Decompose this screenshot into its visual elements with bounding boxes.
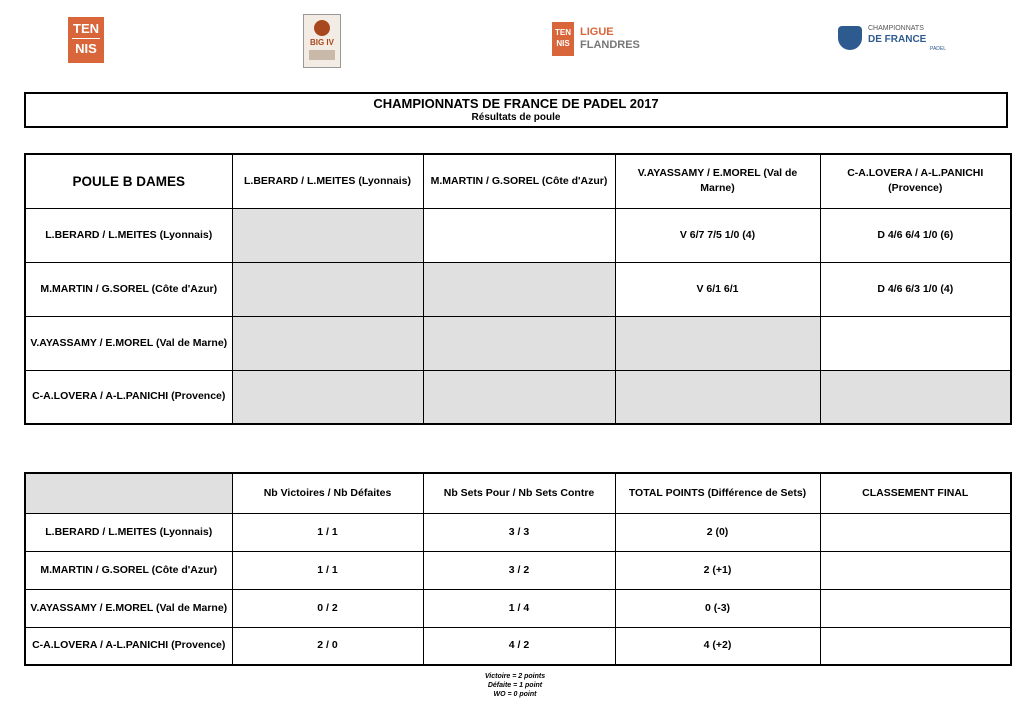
championnats-padel-logo [838,24,948,54]
poule-cell-result: V 6/7 7/5 1/0 (4) [615,208,820,262]
summary-rank [820,513,1011,551]
poule-row-team: V.AYASSAMY / E.MOREL (Val de Marne) [25,316,232,370]
ligue-tennis-tag [552,22,574,56]
poule-cell-blocked [423,370,615,424]
summary-team: M.MARTIN / G.SOREL (Côte d'Azur) [25,551,232,589]
summary-sets: 1 / 4 [423,589,615,627]
points-legend [0,672,1030,699]
summary-victories-defeats: 1 / 1 [232,551,423,589]
summary-rank [820,551,1011,589]
poule-cell-blocked [615,370,820,424]
poule-column-header: V.AYASSAMY / E.MOREL (Val de Marne) [615,154,820,208]
summary-rank [820,627,1011,665]
poule-cell-blocked [820,370,1011,424]
poule-row [25,370,1011,424]
legend-line: Victoire = 2 points [484,673,546,680]
summary-victories-defeats: 0 / 2 [232,589,423,627]
summary-points: 0 (-3) [615,589,820,627]
poule-cell-blocked [232,316,423,370]
poule-row-team: M.MARTIN / G.SOREL (Côte d'Azur) [25,262,232,316]
poule-cell [820,316,1011,370]
fft-logo-line1: TEN [73,21,99,36]
big-iv-logo [303,14,341,68]
summary-column-header: TOTAL POINTS (Différence de Sets) [615,473,820,513]
summary-corner-cell [25,473,232,513]
poule-cell-blocked [615,316,820,370]
poule-row [25,316,1011,370]
cdf-line3: PADEL [930,46,947,52]
summary-sets: 3 / 3 [423,513,615,551]
summary-points: 4 (+2) [615,627,820,665]
poule-cell-blocked [232,370,423,424]
cdf-line1: CHAMPIONNATS [868,25,924,32]
poule-cell-blocked [423,262,615,316]
summary-points: 2 (+1) [615,551,820,589]
poule-row-team: L.BERARD / L.MEITES (Lyonnais) [25,208,232,262]
summary-row [25,627,1011,665]
summary-sets: 4 / 2 [423,627,615,665]
summary-row [25,589,1011,627]
summary-rank [820,589,1011,627]
legend-line: WO = 0 point [493,691,537,698]
summary-row [25,551,1011,589]
title-box [24,92,1008,128]
poule-cell-blocked [232,208,423,262]
poule-row-team: C-A.LOVERA / A-L.PANICHI (Provence) [25,370,232,424]
summary-points: 2 (0) [615,513,820,551]
poule-cell [423,208,615,262]
page-title: CHAMPIONNATS DE FRANCE DE PADEL 2017 [373,96,659,111]
ligue-tag-line1: TEN [555,28,571,37]
poule-cell-blocked [232,262,423,316]
poule-label: POULE B DAMES [25,154,232,208]
summary-column-header: Nb Victoires / Nb Défaites [232,473,423,513]
poule-column-header: M.MARTIN / G.SOREL (Côte d'Azur) [423,154,615,208]
summary-row [25,513,1011,551]
poule-row [25,208,1011,262]
summary-column-header: CLASSEMENT FINAL [820,473,1011,513]
ligue-line1: LIGUE [580,26,614,38]
big-iv-text: BIG IV [309,38,334,47]
cdf-line2: DE FRANCE [868,34,927,45]
fft-logo-line2: NIS [75,41,97,56]
poule-header-row [25,154,1011,208]
fft-tennis-logo [68,17,104,63]
big-iv-emblem-icon [314,20,330,36]
summary-column-header: Nb Sets Pour / Nb Sets Contre [423,473,615,513]
summary-victories-defeats: 1 / 1 [232,513,423,551]
summary-team: V.AYASSAMY / E.MOREL (Val de Marne) [25,589,232,627]
summary-team: L.BERARD / L.MEITES (Lyonnais) [25,513,232,551]
summary-sets: 3 / 2 [423,551,615,589]
poule-results-table [24,153,1012,425]
legend-line: Défaite = 1 point [487,682,543,689]
poule-cell-result: V 6/1 6/1 [615,262,820,316]
poule-row [25,262,1011,316]
poule-column-header: C-A.LOVERA / A-L.PANICHI (Provence) [820,154,1011,208]
ligue-line2: FLANDRES [580,39,640,51]
poule-cell-result: D 4/6 6/4 1/0 (6) [820,208,1011,262]
padel-racket-icon [838,26,862,50]
poule-cell-result: D 4/6 6/3 1/0 (4) [820,262,1011,316]
ligue-tag-line2: NIS [556,39,570,48]
page-subtitle: Résultats de poule [471,112,561,123]
summary-header-row [25,473,1011,513]
poule-column-header: L.BERARD / L.MEITES (Lyonnais) [232,154,423,208]
summary-table [24,472,1012,666]
summary-team: C-A.LOVERA / A-L.PANICHI (Provence) [25,627,232,665]
poule-cell-blocked [423,316,615,370]
ligue-flandres-logo [552,22,652,58]
fft-logo-divider [72,38,100,39]
summary-victories-defeats: 2 / 0 [232,627,423,665]
big-iv-band [309,50,335,60]
